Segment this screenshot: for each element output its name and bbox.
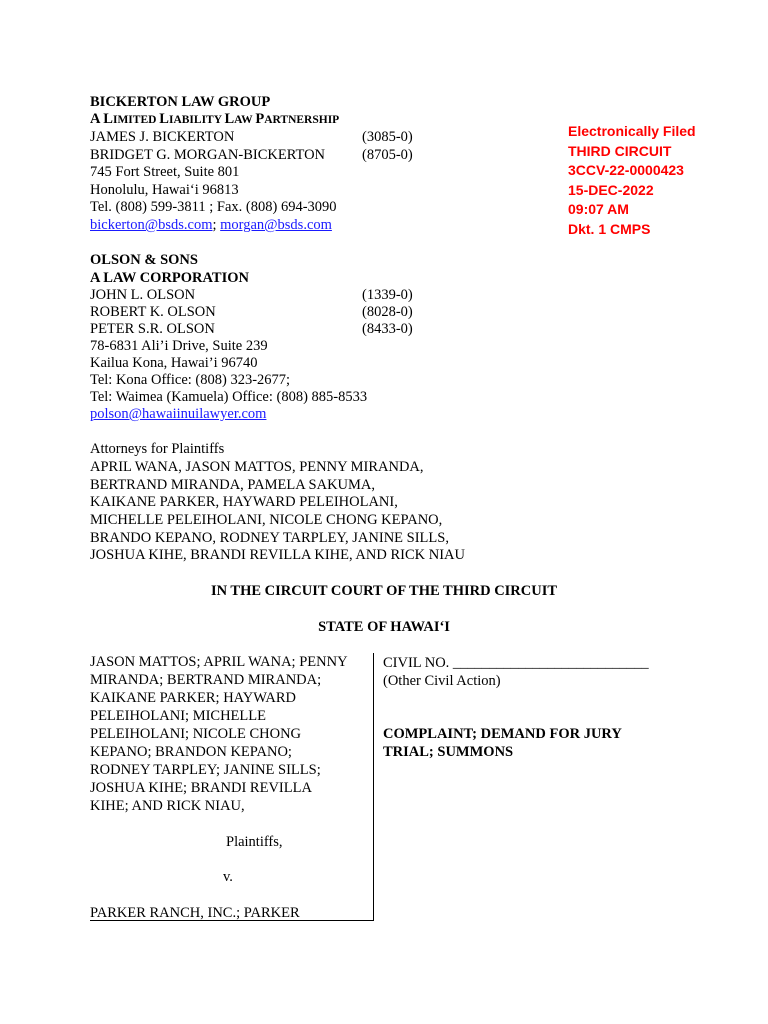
firm1-partnership: A LIMITED LIABILITY LAW PARTNERSHIP: [90, 111, 340, 127]
versus-label: v.: [223, 869, 233, 885]
caption-parties-line: JOSHUA KIHE; BRANDI REVILLA: [90, 780, 312, 796]
attorney-name: JOHN L. OLSON: [90, 287, 196, 303]
caption-parties-line: PELEIHOLANI; MICHELLE: [90, 708, 266, 724]
firm1-emails: bickerton@bsds.com; morgan@bsds.com: [90, 217, 332, 233]
attorney-bar-number: (8028-0): [362, 304, 413, 320]
plaintiff-names-line: APRIL WANA, JASON MATTOS, PENNY MIRANDA,: [90, 459, 424, 475]
caption-parties-line: KEPANO; BRANDON KEPANO;: [90, 744, 292, 760]
plaintiff-names-line: KAIKANE PARKER, HAYWARD PELEIHOLANI,: [90, 494, 398, 510]
attorney-name: PETER S.R. OLSON: [90, 321, 215, 337]
email-link[interactable]: bickerton@bsds.com: [90, 217, 213, 233]
attorney-bar-number: (8705-0): [362, 147, 413, 163]
firm2-email: [90, 406, 266, 423]
caption-parties-line: KIHE; AND RICK NIAU,: [90, 798, 245, 814]
stamp-time: 09:07 AM: [568, 201, 629, 217]
attorney-bar-number: (1339-0): [362, 287, 413, 303]
electronic-filing-stamp: [568, 122, 696, 239]
plaintiff-names-line: BERTRAND MIRANDA, PAMELA SAKUMA,: [90, 477, 376, 493]
firm1-address-line2: Honolulu, Hawai‘i 96813: [90, 182, 239, 198]
civil-number: CIVIL NO. ___________________________: [383, 655, 649, 671]
attorney-bar-number: (8433-0): [362, 321, 413, 337]
attorney-name: ROBERT K. OLSON: [90, 304, 216, 320]
firm2-address-line2: Kailua Kona, Hawai’i 96740: [90, 355, 258, 371]
firm2-phone-waimea: Tel: Waimea (Kamuela) Office: (808) 885-8533: [90, 389, 368, 405]
firm1-name: BICKERTON LAW GROUP: [90, 94, 271, 110]
stamp-case-number: 3CCV-22-0000423: [568, 162, 684, 178]
caption-parties-line: JASON MATTOS; APRIL WANA; PENNY: [90, 654, 348, 670]
firm2-name: OLSON & SONS: [90, 252, 198, 268]
plaintiff-names-line: JOSHUA KIHE, BRANDI REVILLA KIHE, AND RICK NIAU: [90, 547, 465, 563]
plaintiffs-label: Plaintiffs,: [226, 834, 283, 850]
document-title-line2: TRIAL; SUMMONS: [383, 744, 514, 760]
court-state: STATE OF HAWAI‘I: [318, 619, 450, 635]
stamp-line: Electronically Filed: [568, 123, 696, 139]
stamp-docket: Dkt. 1 CMPS: [568, 220, 651, 237]
caption-parties-line: KAIKANE PARKER; HAYWARD: [90, 690, 296, 706]
stamp-line: THIRD CIRCUIT: [568, 142, 672, 159]
attorney-name: JAMES J. BICKERTON: [90, 129, 235, 145]
email-link[interactable]: morgan@bsds.com: [220, 217, 332, 233]
court-title: IN THE CIRCUIT COURT OF THE THIRD CIRCUIT: [210, 583, 558, 599]
caption-parties-line: PELEIHOLANI; NICOLE CHONG: [90, 726, 302, 742]
firm2-address-line1: 78-6831 Ali’i Drive, Suite 239: [90, 338, 268, 354]
caption-divider-horizontal: [90, 920, 374, 921]
document-title-line1: COMPLAINT; DEMAND FOR JURY: [383, 726, 622, 742]
firm2-phone-kona: Tel: Kona Office: (808) 323-2677;: [90, 372, 291, 388]
caption-divider-vertical: [373, 653, 374, 921]
stamp-date: 15-DEC-2022: [568, 181, 654, 198]
attorney-bar-number: (3085-0): [362, 129, 413, 145]
plaintiff-names-line: MICHELLE PELEIHOLANI, NICOLE CHONG KEPANO,: [90, 512, 443, 528]
caption-parties-line: MIRANDA; BERTRAND MIRANDA;: [90, 672, 322, 688]
firm1-address-line1: 745 Fort Street, Suite 801: [90, 164, 240, 180]
attorneys-for-label: Attorneys for Plaintiffs: [90, 441, 225, 457]
firm1-phone: Tel. (808) 599-3811 ; Fax. (808) 694-3090: [90, 199, 337, 215]
firm2-subtitle: A LAW CORPORATION: [90, 270, 249, 286]
attorney-name: BRIDGET G. MORGAN-BICKERTON: [90, 147, 326, 163]
email-link[interactable]: polson@hawaiinuilawyer.com: [90, 406, 267, 422]
plaintiff-names-line: BRANDO KEPANO, RODNEY TARPLEY, JANINE SILLS,: [90, 530, 449, 546]
action-type: (Other Civil Action): [383, 673, 501, 689]
defendants-line: PARKER RANCH, INC.; PARKER: [90, 905, 300, 921]
caption-parties-line: RODNEY TARPLEY; JANINE SILLS;: [90, 762, 321, 778]
